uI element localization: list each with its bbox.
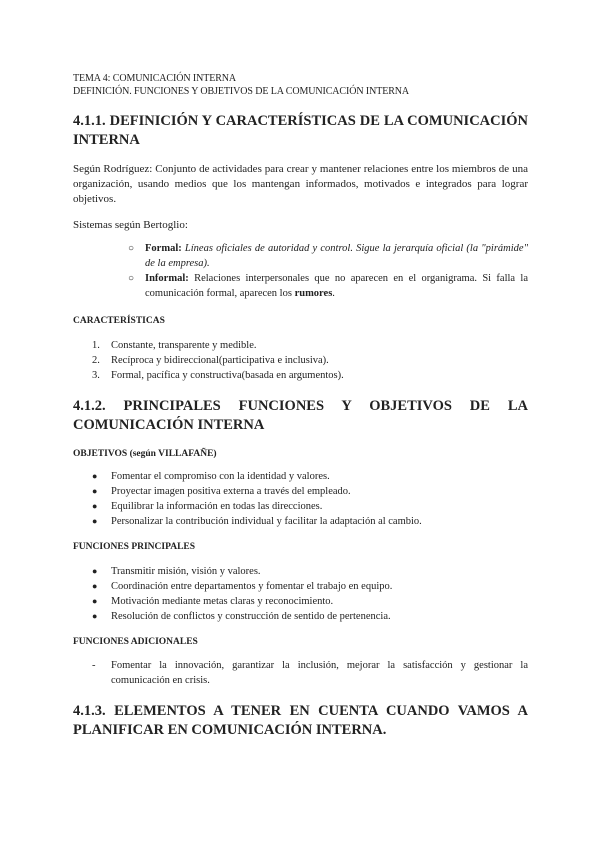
list-item-text: Transmitir misión, visión y valores. <box>111 566 261 577</box>
list-item <box>92 499 528 514</box>
list-item-text: Proyectar imagen positiva externa a través del empleado. <box>111 486 351 497</box>
list-item <box>92 564 528 579</box>
characteristics-list <box>92 338 528 383</box>
systems-intro: Sistemas según Bertoglio: <box>73 219 188 231</box>
list-item <box>92 514 528 529</box>
list-item <box>92 658 528 688</box>
dash-bullet-icon: - <box>92 660 96 671</box>
document-header <box>73 72 528 98</box>
list-item <box>128 241 528 271</box>
circle-bullet-icon: ○ <box>128 273 135 284</box>
list-item <box>92 579 528 594</box>
list-item <box>92 469 528 484</box>
list-item-text: Fomentar el compromiso con la identidad y valores. <box>111 471 330 482</box>
list-item <box>128 271 528 301</box>
characteristics-title: CARACTERÍSTICAS <box>73 316 165 326</box>
definition-paragraph: Según Rodríguez: Conjunto de actividades para crear y mantener relaciones entre los miembros de una organización, usando medios que los mantengan informados, motivados e integrados para lograr objetivos. <box>73 163 528 205</box>
list-item <box>92 594 528 609</box>
rumores-emphasis: rumores <box>294 288 333 299</box>
bullet-icon: ● <box>92 566 98 576</box>
heading-4-1-3: 4.1.3. ELEMENTOS A TENER EN CUENTA CUANDO VAMOS A PLANIFICAR EN COMUNICACIÓN INTERNA. <box>73 703 528 738</box>
topic-title: TEMA 4: COMUNICACIÓN INTERNA <box>73 73 237 84</box>
list-item-text: Fomentar la innovación, garantizar la inclusión, mejorar la satisfacción y gestionar la comunicación en crisis. <box>111 660 528 686</box>
objectives-list <box>92 469 528 529</box>
list-item <box>92 609 528 624</box>
bullet-icon: ● <box>92 501 98 511</box>
list-item-text: Recíproca y bidireccional(participativa e inclusiva). <box>111 355 329 366</box>
list-item-text: Motivación mediante metas claras y reconocimiento. <box>111 596 334 607</box>
circle-bullet-icon: ○ <box>128 243 135 254</box>
topic-subtitle: DEFINICIÓN. FUNCIONES Y OBJETIVOS DE LA COMUNICACIÓN INTERNA <box>73 86 410 97</box>
list-item-text: Coordinación entre departamentos y fomentar el trabajo en equipo. <box>111 581 393 592</box>
list-item-text: Equilibrar la información en todas las direcciones. <box>111 501 323 512</box>
list-item <box>92 368 528 383</box>
systems-list <box>128 241 528 301</box>
system-text: Relaciones interpersonales que no aparecen en el organigrama. Si falla la comunicación formal, aparecen los <box>145 273 528 299</box>
objectives-title: OBJETIVOS (según VILLAFAÑE) <box>73 449 217 459</box>
additional-functions-title: FUNCIONES ADICIONALES <box>73 637 198 647</box>
system-text: Líneas oficiales de autoridad y control. Sigue la jerarquía oficial (la "pirámide" de la empresa). <box>145 243 528 269</box>
main-functions-list <box>92 564 528 624</box>
bullet-icon: ● <box>92 611 98 621</box>
system-text-end: . <box>332 288 335 299</box>
list-number: 1. <box>92 340 100 351</box>
document-page <box>73 72 528 740</box>
list-item-text: Constante, transparente y medible. <box>111 340 257 351</box>
bullet-icon: ● <box>92 581 98 591</box>
heading-4-1-1: 4.1.1. DEFINICIÓN Y CARACTERÍSTICAS DE LA COMUNICACIÓN INTERNA <box>73 113 528 148</box>
additional-functions-list <box>92 658 528 688</box>
list-item-text: Personalizar la contribución individual y facilitar la adaptación al cambio. <box>111 516 422 527</box>
list-item <box>92 338 528 353</box>
bullet-icon: ● <box>92 596 98 606</box>
system-label: Informal: <box>145 273 189 284</box>
list-item-text: Formal, pacífica y constructiva(basada en argumentos). <box>111 370 344 381</box>
system-label: Formal: <box>145 243 182 254</box>
heading-4-1-2: 4.1.2. PRINCIPALES FUNCIONES Y OBJETIVOS DE LA COMUNICACIÓN INTERNA <box>73 398 528 433</box>
main-functions-title: FUNCIONES PRINCIPALES <box>73 542 196 552</box>
bullet-icon: ● <box>92 486 98 496</box>
list-item <box>92 484 528 499</box>
list-item <box>92 353 528 368</box>
list-number: 2. <box>92 355 100 366</box>
list-number: 3. <box>92 370 100 381</box>
bullet-icon: ● <box>92 516 98 526</box>
bullet-icon: ● <box>92 471 98 481</box>
list-item-text: Resolución de conflictos y construcción de sentido de pertenencia. <box>111 611 391 622</box>
